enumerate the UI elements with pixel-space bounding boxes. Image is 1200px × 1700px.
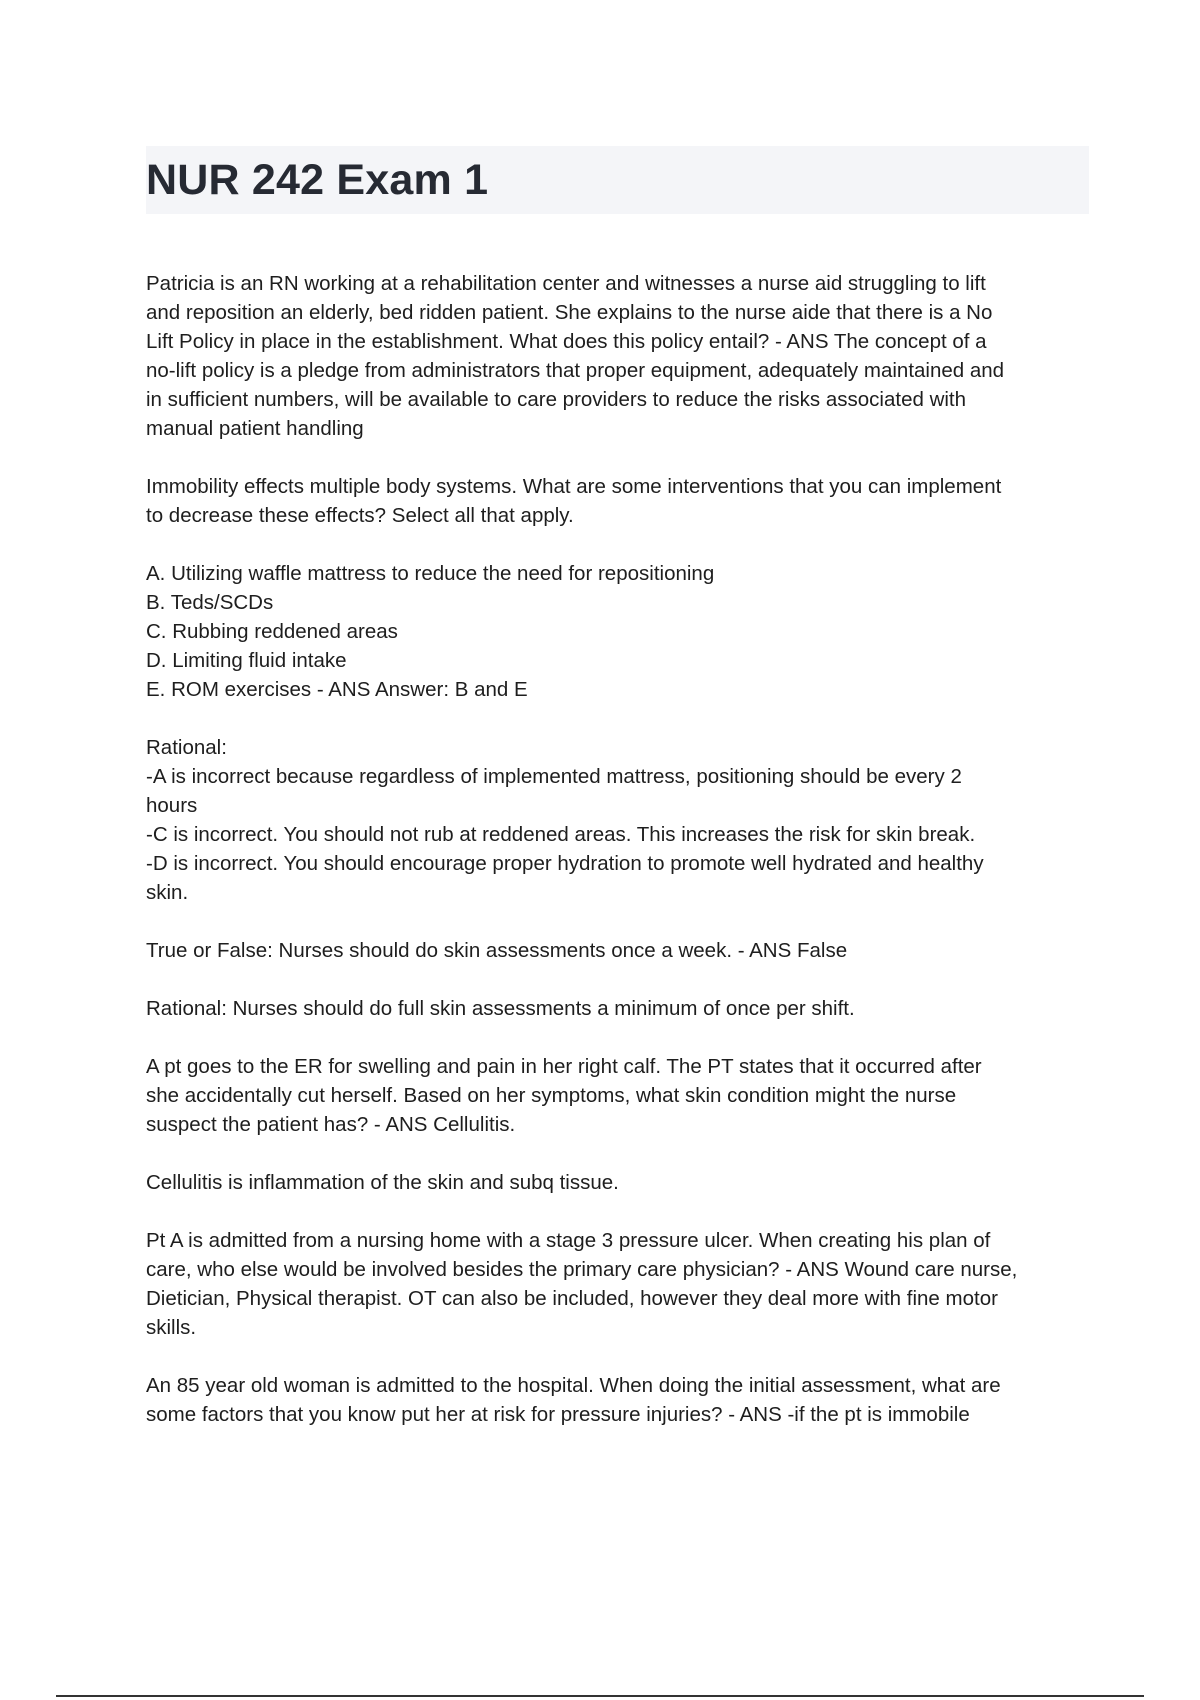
text-line: in sufficient numbers, will be available to care providers to reduce the risks associated with (146, 388, 967, 411)
text-line: Dietician, Physical therapist. OT can also be included, however they deal more with fine motor (146, 1287, 998, 1310)
document-title: NUR 242 Exam 1 (146, 156, 489, 204)
text-line: E. ROM exercises - ANS Answer: B and E (146, 678, 528, 701)
qa-block (146, 269, 1096, 443)
document-body (146, 269, 1096, 1458)
footer-divider (56, 1695, 1144, 1697)
qa-block (146, 733, 1096, 907)
text-line: An 85 year old woman is admitted to the hospital. When doing the initial assessment, what are (146, 1374, 1001, 1397)
qa-block (146, 559, 1096, 704)
text-line: A. Utilizing waffle mattress to reduce the need for repositioning (146, 562, 715, 585)
qa-block (146, 1226, 1096, 1342)
text-line: Rational: Nurses should do full skin assessments a minimum of once per shift. (146, 997, 855, 1020)
text-line: and reposition an elderly, bed ridden patient. She explains to the nurse aide that there is a No (146, 301, 993, 324)
text-line: -C is incorrect. You should not rub at reddened areas. This increases the risk for skin break. (146, 823, 976, 846)
text-line: some factors that you know put her at risk for pressure injuries? - ANS -if the pt is immobile (146, 1403, 970, 1426)
text-line: skin. (146, 881, 189, 904)
text-line: Cellulitis is inflammation of the skin and subq tissue. (146, 1171, 619, 1194)
qa-block (146, 1052, 1096, 1139)
text-line: manual patient handling (146, 417, 364, 440)
text-line: Rational: (146, 736, 227, 759)
text-line: C. Rubbing reddened areas (146, 620, 398, 643)
text-line: suspect the patient has? - ANS Cellulitis. (146, 1113, 516, 1136)
text-line: -A is incorrect because regardless of implemented mattress, positioning should be every 2 (146, 765, 962, 788)
qa-block (146, 1371, 1096, 1429)
text-line: hours (146, 794, 198, 817)
text-line: Lift Policy in place in the establishment. What does this policy entail? - ANS The concept of a (146, 330, 987, 353)
text-line: she accidentally cut herself. Based on her symptoms, what skin condition might the nurse (146, 1084, 957, 1107)
text-line: Pt A is admitted from a nursing home with a stage 3 pressure ulcer. When creating his plan of (146, 1229, 991, 1252)
qa-block (146, 994, 1096, 1023)
qa-block (146, 472, 1096, 530)
title-banner (146, 146, 1089, 214)
qa-block (146, 1168, 1096, 1197)
text-line: B. Teds/SCDs (146, 591, 274, 614)
text-line: Patricia is an RN working at a rehabilitation center and witnesses a nurse aid struggling to lift (146, 272, 986, 295)
qa-block (146, 936, 1096, 965)
text-line: Immobility effects multiple body systems. What are some interventions that you can implement (146, 475, 1002, 498)
text-line: True or False: Nurses should do skin assessments once a week. - ANS False (146, 939, 848, 962)
text-line: -D is incorrect. You should encourage proper hydration to promote well hydrated and healthy (146, 852, 984, 875)
text-line: skills. (146, 1316, 197, 1339)
text-line: no-lift policy is a pledge from administrators that proper equipment, adequately maintained and (146, 359, 1005, 382)
text-line: to decrease these effects? Select all that apply. (146, 504, 574, 527)
text-line: D. Limiting fluid intake (146, 649, 347, 672)
text-line: A pt goes to the ER for swelling and pain in her right calf. The PT states that it occurred after (146, 1055, 982, 1078)
text-line: care, who else would be involved besides the primary care physician? - ANS Wound care nurse, (146, 1258, 1018, 1281)
